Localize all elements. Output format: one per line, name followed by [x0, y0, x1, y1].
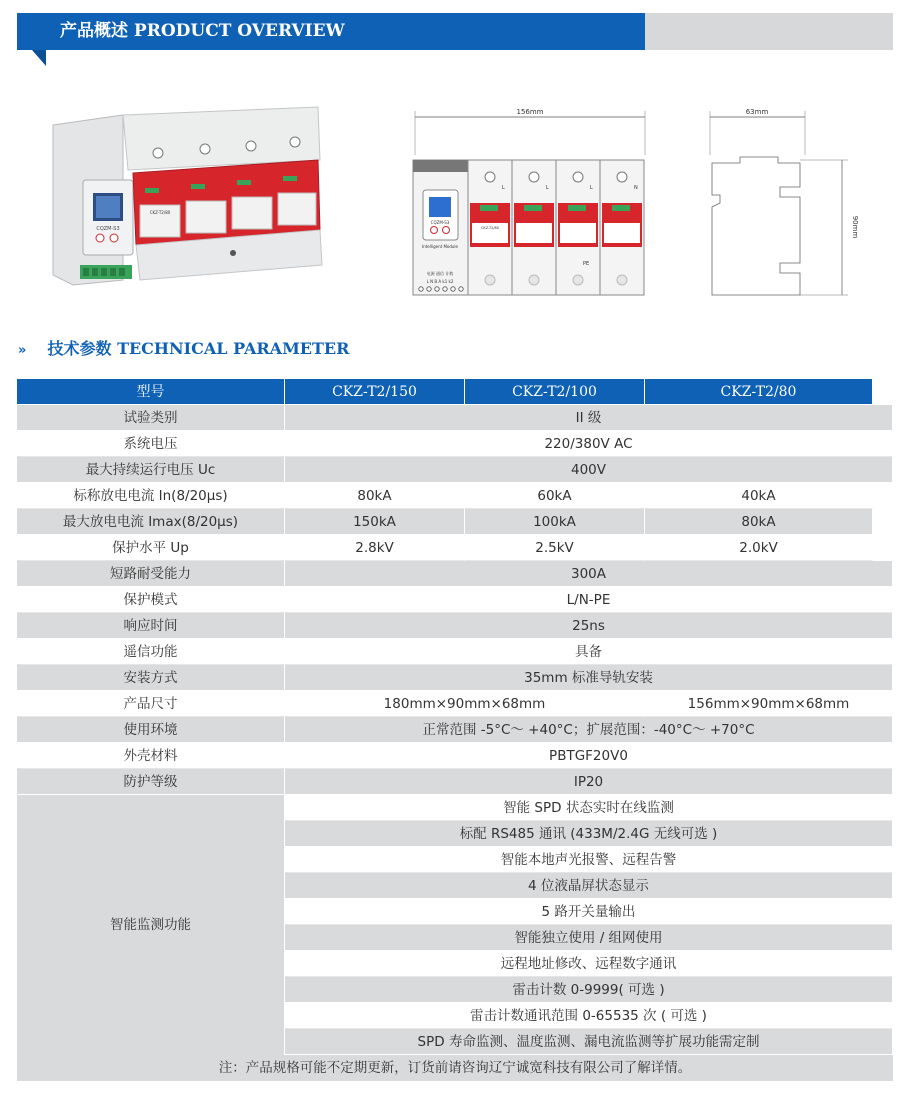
header-bar-tail — [32, 50, 46, 66]
row-value: L/N-PE — [285, 587, 893, 613]
row-value: 220/380V AC — [285, 431, 893, 457]
row-value: 300A — [285, 561, 893, 587]
header-model-1: CKZ-T2/150 — [285, 379, 465, 405]
table-row — [17, 431, 893, 457]
row-value: 400V — [285, 457, 893, 483]
front-display-label: CQZM-S3 — [430, 220, 450, 225]
smart-item: 标配 RS485 通讯 (433M/2.4G 无线可选 ) — [285, 821, 893, 847]
smart-item: 雷击计数通讯范围 0-65535 次 ( 可选 ) — [285, 1003, 893, 1029]
table-row — [17, 483, 893, 509]
section-title-text: 技术参数 TECHNICAL PARAMETER — [47, 339, 350, 358]
photo-model-label: CKZ-T2/80 — [149, 210, 171, 215]
row-value-2: 100kA — [465, 509, 645, 535]
table-row — [17, 665, 893, 691]
row-value: 具备 — [285, 639, 893, 665]
row-value-1: 180mm×90mm×68mm — [285, 691, 645, 717]
side-height-label: 90mm — [851, 215, 859, 239]
row-value: 25ns — [285, 613, 893, 639]
smart-item: 智能本地声光报警、远程告警 — [285, 847, 893, 873]
row-value-2: 156mm×90mm×68mm — [645, 691, 893, 717]
table-row — [17, 457, 893, 483]
front-terminal-top-label: 电源 通信 计数 — [426, 271, 454, 276]
row-label: 防护等级 — [17, 769, 285, 795]
row-label: 外壳材料 — [17, 743, 285, 769]
table-row — [17, 613, 893, 639]
product-photo — [48, 105, 333, 295]
page-title: 产品概述 PRODUCT OVERVIEW — [60, 21, 345, 41]
row-value-2: 60kA — [465, 483, 645, 509]
row-label: 响应时间 — [17, 613, 285, 639]
row-label: 保护模式 — [17, 587, 285, 613]
front-model-label: CKZ-T2/80 — [480, 226, 500, 230]
smart-monitoring-label: 智能监测功能 — [17, 795, 285, 1055]
row-label: 安装方式 — [17, 665, 285, 691]
side-view-drawing — [700, 105, 870, 305]
row-value-3: 2.0kV — [645, 535, 873, 561]
row-value-2: 2.5kV — [465, 535, 645, 561]
smart-item: 雷击计数 0-9999( 可选 ) — [285, 977, 893, 1003]
header-model-3: CKZ-T2/80 — [645, 379, 873, 405]
row-value: PBTGF20V0 — [285, 743, 893, 769]
row-label: 保护水平 Up — [17, 535, 285, 561]
side-width-label: 63mm — [745, 108, 769, 116]
table-row — [17, 509, 893, 535]
table-note: 注：产品规格可能不定期更新，订货前请咨询辽宁诚宽科技有限公司了解详情。 — [17, 1055, 893, 1081]
table-row — [17, 717, 893, 743]
row-value-1: 2.8kV — [285, 535, 465, 561]
front-term-label-3: L — [590, 185, 593, 191]
smart-item: SPD 寿命监测、温度监测、漏电流监测等扩展功能需定制 — [285, 1029, 893, 1055]
spec-table — [17, 379, 893, 1081]
photo-module-label: CQZM-S3 — [96, 226, 120, 232]
table-row — [17, 639, 893, 665]
section-arrow-icon: » — [18, 343, 27, 358]
row-label: 最大持续运行电压 Uc — [17, 457, 285, 483]
smart-item: 智能独立使用 / 组网使用 — [285, 925, 893, 951]
row-label: 遥信功能 — [17, 639, 285, 665]
row-label: 最大放电电流 Imax(8/20μs) — [17, 509, 285, 535]
row-label: 产品尺寸 — [17, 691, 285, 717]
row-value-3: 80kA — [645, 509, 873, 535]
row-value-1: 150kA — [285, 509, 465, 535]
table-header-row — [17, 379, 893, 405]
front-term-label-1: L — [502, 185, 505, 191]
row-label: 系统电压 — [17, 431, 285, 457]
header-model-2: CKZ-T2/100 — [465, 379, 645, 405]
row-value-3: 40kA — [645, 483, 873, 509]
table-row — [17, 535, 893, 561]
table-row — [17, 743, 893, 769]
row-label: 试验类别 — [17, 405, 285, 431]
smart-item: 5 路开关量输出 — [285, 899, 893, 925]
front-view-drawing — [405, 105, 650, 305]
table-row — [17, 405, 893, 431]
row-label: 使用环境 — [17, 717, 285, 743]
row-value: 35mm 标准导轨安装 — [285, 665, 893, 691]
smart-monitoring-section — [17, 795, 893, 1055]
header-label: 型号 — [17, 379, 285, 405]
table-row — [17, 587, 893, 613]
front-term-label-2: L — [546, 185, 549, 191]
row-label: 标称放电电流 In(8/20μs) — [17, 483, 285, 509]
smart-item: 远程地址修改、远程数字通讯 — [285, 951, 893, 977]
table-row — [17, 769, 893, 795]
row-value: IP20 — [285, 769, 893, 795]
front-width-label: 156mm — [516, 108, 544, 116]
row-value: 正常范围 -5°C～ +40°C；扩展范围：-40°C～ +70°C — [285, 717, 893, 743]
row-label: 短路耐受能力 — [17, 561, 285, 587]
table-row — [17, 691, 893, 717]
front-term-label-4: N — [634, 185, 638, 191]
row-value-1: 80kA — [285, 483, 465, 509]
section-title — [18, 338, 349, 360]
smart-monitoring-list — [285, 795, 893, 1055]
table-row — [17, 561, 893, 587]
front-terminal-bottom-label: L N B A k1 k2 — [426, 279, 454, 284]
row-value: II 级 — [285, 405, 893, 431]
front-module-label: Intelligent Module — [422, 244, 458, 249]
smart-item: 智能 SPD 状态实时在线监测 — [285, 795, 893, 821]
smart-item: 4 位液晶屏状态显示 — [285, 873, 893, 899]
front-pe-label: PE — [583, 261, 590, 267]
